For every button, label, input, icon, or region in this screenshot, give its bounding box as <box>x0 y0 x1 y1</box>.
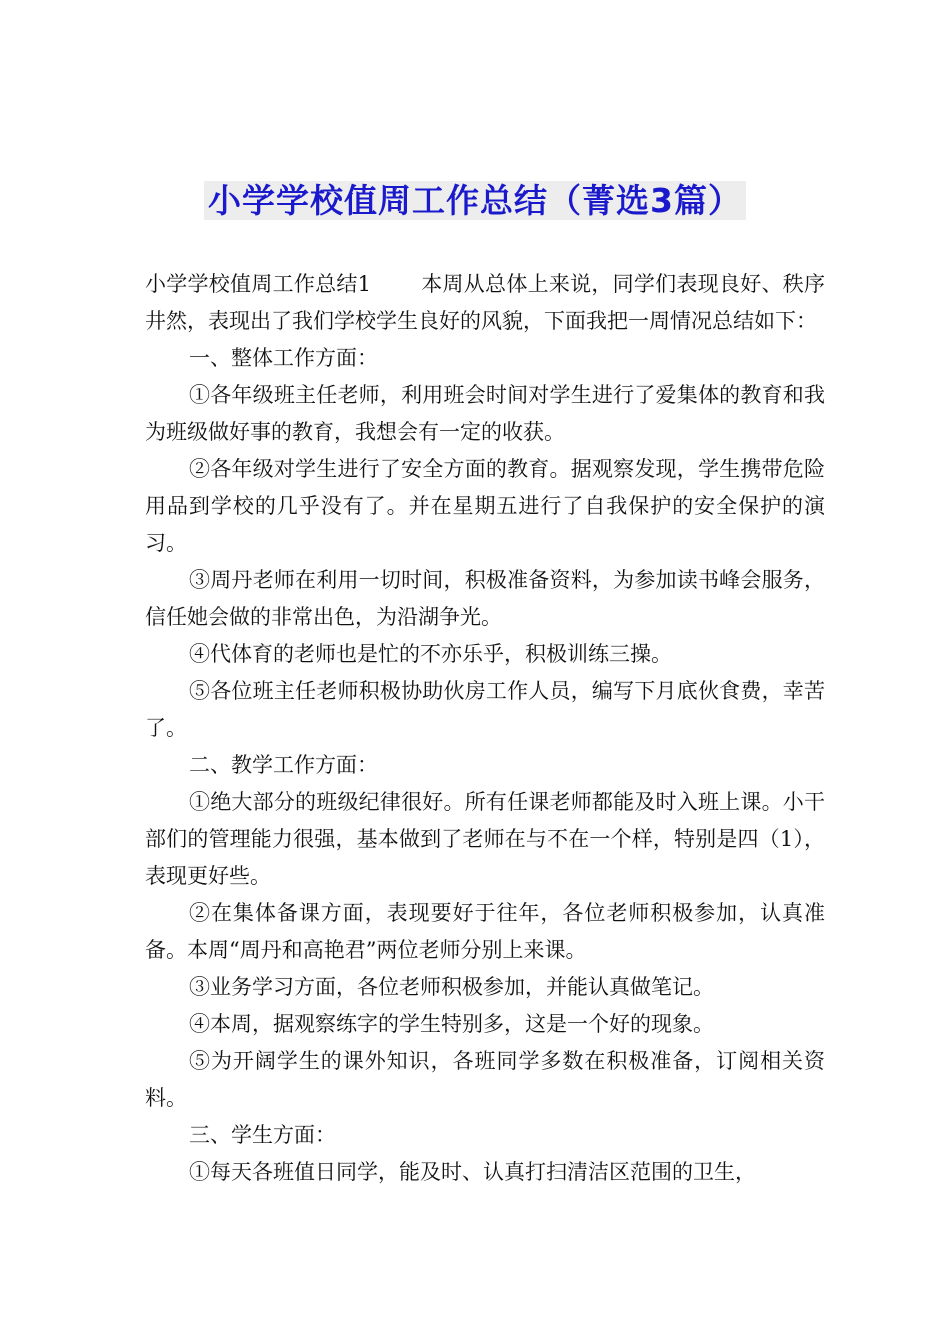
paragraph-1-4: ④代体育的老师也是忙的不亦乐乎，积极训练三操。 <box>189 642 672 666</box>
paragraph-1-3: ③周丹老师在利用一切时间，积极准备资料，为参加读书峰会服务，信任她会做的非常出色，为沿湖争光。 <box>145 568 825 629</box>
document-body <box>145 266 825 1191</box>
section-heading-1: 一、整体工作方面： <box>189 346 378 370</box>
document-title-text: 小学学校值周工作总结（菁选3篇） <box>204 181 746 220</box>
section-heading-2: 二、教学工作方面： <box>189 753 378 777</box>
paragraph-1-1: ①各年级班主任老师，利用班会时间对学生进行了爱集体的教育和我为班级做好事的教育，我想会有一定的收获。 <box>145 383 825 444</box>
paragraph-1-5: ⑤各位班主任老师积极协助伙房工作人员，编写下月底伙食费，幸苦了。 <box>145 679 825 740</box>
paragraph-3-1: ①每天各班值日同学，能及时、认真打扫清洁区范围的卫生， <box>189 1160 756 1184</box>
intro-text: 本周从总体上来说，同学们表现良好、秩序井然，表现出了我们学校学生良好的风貌，下面我把一周情况总结如下： <box>145 272 825 333</box>
paragraph-2-1: ①绝大部分的班级纪律很好。所有任课老师都能及时入班上课。小干部们的管理能力很强，基本做到了老师在与不在一个样，特别是四（1），表现更好些。 <box>145 790 825 888</box>
document-title <box>0 176 950 226</box>
paragraph-1-2: ②各年级对学生进行了安全方面的教育。据观察发现，学生携带危险用品到学校的几乎没有了。并在星期五进行了自我保护的安全保护的演习。 <box>145 457 825 555</box>
intro-paragraph <box>145 266 825 340</box>
section-heading-3: 三、学生方面： <box>189 1123 336 1147</box>
paragraph-2-3: ③业务学习方面，各位老师积极参加，并能认真做笔记。 <box>189 975 714 999</box>
paragraph-2-2: ②在集体备课方面，表现要好于往年，各位老师积极参加，认真准备。本周“周丹和高艳君”两位老师分别上来课。 <box>145 901 825 962</box>
paragraph-2-4: ④本周，据观察练字的学生特别多，这是一个好的现象。 <box>189 1012 714 1036</box>
intro-label: 小学学校值周工作总结1 <box>145 272 371 296</box>
paragraph-2-5: ⑤为开阔学生的课外知识，各班同学多数在积极准备，订阅相关资料。 <box>145 1049 825 1110</box>
